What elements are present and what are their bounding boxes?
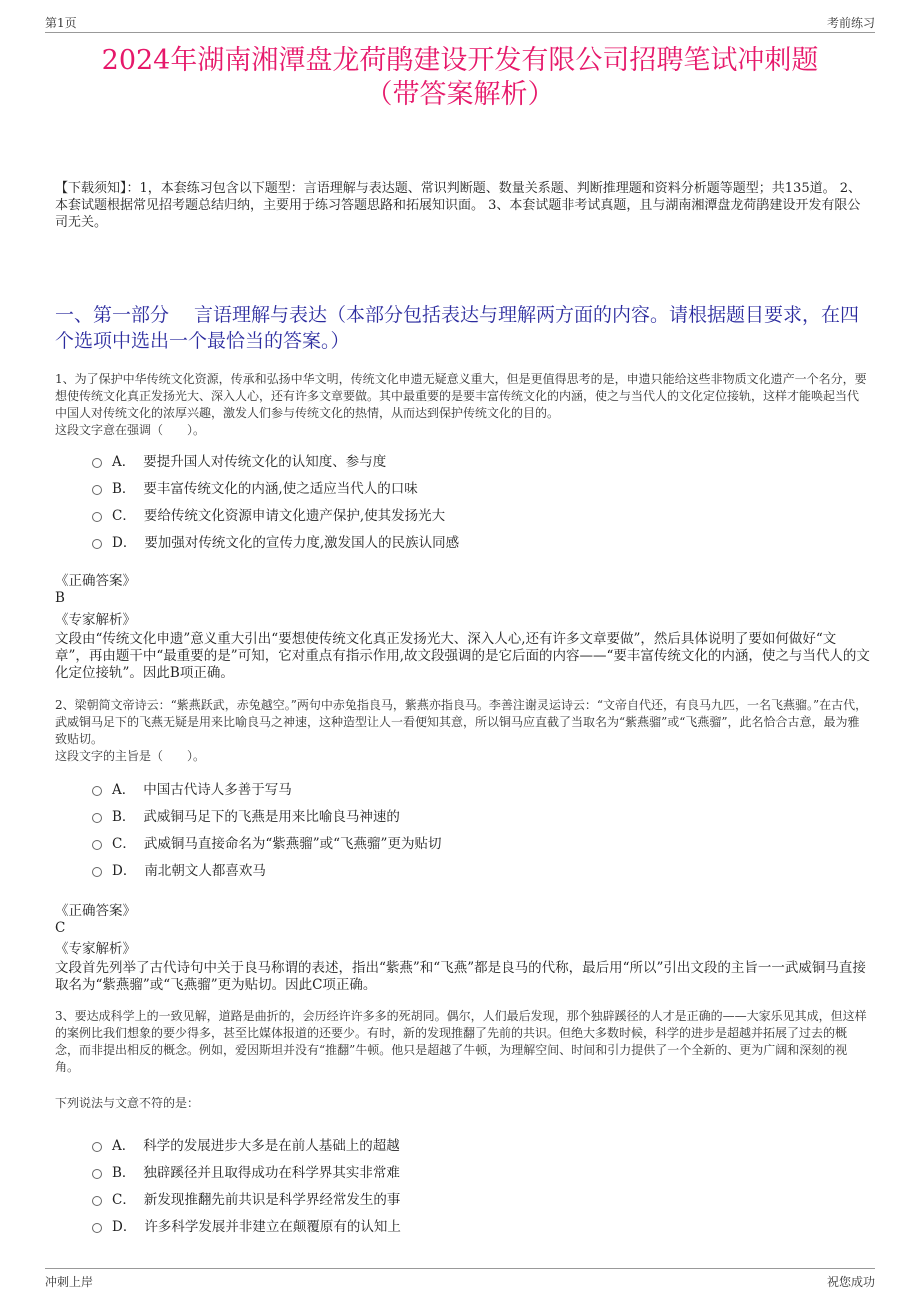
option-a[interactable]: A． 科学的发展进步大多是在前人基础上的超越 [92,1130,870,1157]
option-d[interactable]: D． 南北朝文人都喜欢马 [92,855,870,882]
page-footer [45,1268,875,1291]
radio-icon[interactable] [92,867,102,877]
radio-icon[interactable] [92,1169,102,1179]
option-b[interactable]: B． 要丰富传统文化的内涵,使之适应当代人的口味 [92,473,870,500]
option-d[interactable]: D． 许多科学发展并非建立在颠覆原有的认知上 [92,1211,870,1238]
radio-icon[interactable] [92,1142,102,1152]
radio-icon[interactable] [92,539,102,549]
answer-value: C [55,920,66,936]
option-b[interactable]: B． 独辟蹊径并且取得成功在科学界其实非常难 [92,1157,870,1184]
question-text: 1、为了保护中华传统文化资源，传承和弘扬中华文明，传统文化申遗无疑意义重大，但是更值得思考的是，申遗只能给这些非物质文化遗产一个名分，要想使传统文化真正发扬光大、深入人心，还有许多文章要做。其中最重要的是要丰富传统文化的内涵，使之与当代人的文化定位接轨，这样才能唤起当代中国人对传统文化的浓厚兴趣，激发人们参与传统文化的热情，从而达到保护传统文化的目的。 [55,372,867,420]
analysis-text: 文段首先列举了古代诗句中关于良马称谓的表述，指出“紫燕”和“飞燕”都是良马的代称，最后用“所以”引出文段的主旨一一武威铜马直接取名为“紫燕骝”或“飞燕骝”更为贴切。因此C项正确。 [55,960,866,993]
radio-icon[interactable] [92,512,102,522]
radio-icon[interactable] [92,813,102,823]
analysis-label: 《专家解析》 [55,612,136,628]
radio-icon[interactable] [92,786,102,796]
answer-label: 《正确答案》 [55,573,136,589]
analysis-text: 文段由“传统文化申遗”意义重大引出“要想使传统文化真正发扬光大、深入人心,还有许多文章要做”，然后具体说明了要如何做好“文章”，再由题干中“最重要的是”可知，它对重点有指示作用,故文段强调的是它后面的内容——“要丰富传统文化的内涵，使之与当代人的文化定位接轨”。因此B项正确。 [55,631,870,681]
question-prompt: 这段文字的主旨是（ ）。 [55,749,206,763]
question-3-options [92,1130,870,1238]
radio-icon[interactable] [92,840,102,850]
option-c[interactable]: C． 要给传统文化资源申请文化遗产保护,使其发扬光大 [92,500,870,527]
radio-icon[interactable] [92,1223,102,1233]
radio-icon[interactable] [92,1196,102,1206]
option-a[interactable]: A． 要提升国人对传统文化的认知度、参与度 [92,446,870,473]
question-prompt: 这段文字意在强调（ ）。 [55,423,206,437]
question-1-options [92,446,870,554]
question-2-options [92,774,870,882]
question-1 [55,371,870,439]
page-number: 第1页 [45,16,77,30]
option-b[interactable]: B． 武威铜马足下的飞燕是用来比喻良马神速的 [92,801,870,828]
option-d[interactable]: D． 要加强对传统文化的宣传力度,激发国人的民族认同感 [92,527,870,554]
question-2-answer [55,903,870,937]
page-title [40,44,880,112]
question-prompt: 下列说法与文意不符的是： [55,1096,200,1110]
question-3 [55,1008,870,1112]
radio-icon[interactable] [92,485,102,495]
question-text: 2、梁朝简文帝诗云：“紫燕跃武，赤兔越空。”两句中赤兔指良马，紫燕亦指良马。李善注谢灵运诗云：“文帝自代还，有良马九匹，一名飞燕骝。”在古代，武威铜马足下的飞燕无疑是用来比喻良马之神速，这种造型让人一看便知其意，所以铜马应直截了当取名为“紫燕骝”或“飞燕骝”，此名恰合古意，最为雅致贴切。 [55,698,868,746]
question-2-analysis [55,941,870,994]
option-c[interactable]: C． 武威铜马直接命名为“紫燕骝”或“飞燕骝”更为贴切 [92,828,870,855]
question-1-analysis [55,612,870,682]
section-heading: 一、第一部分 言语理解与表达（本部分包括表达与理解两方面的内容。请根据题目要求，在四个选项中选出一个最恰当的答案。） [55,304,860,352]
option-c[interactable]: C． 新发现推翻先前共识是科学界经常发生的事 [92,1184,870,1211]
title-line-1: 2024年湖南湘潭盘龙荷鹃建设开发有限公司招聘笔试冲刺题 [101,45,819,76]
question-2 [55,697,870,765]
radio-icon[interactable] [92,458,102,468]
question-1-answer [55,573,870,607]
question-text: 3、要达成科学上的一致见解，道路是曲折的，会历经许许多多的死胡同。偶尔，人们最后发现，那个独辟蹊径的人才是正确的——大家乐见其成，但这样的案例比我们想象的要少得多，甚至比媒体报道的还要少。有时，新的发现推翻了先前的共识。但绝大多数时候，科学的进步是超越并拓展了过去的概念，而非提出相反的概念。例如，爱因斯坦并没有“推翻”牛顿。他只是超越了牛顿，为理解空间、时间和引力提供了一个全新的、更为广阔和深刻的视角。 [55,1009,867,1074]
download-notice: 【下载须知】：1，本套练习包含以下题型：言语理解与表达题、常识判断题、数量关系题、判断推理题和资料分析题等题型；共135道。 2、本套试题根据常见招考题总结归纳，主要用于练习答题思路和拓展知识面。 3、本套试题非考试真题，且与湖南湘潭盘龙荷鹃建设开发有限公司无关。 [55,181,861,230]
footer-left: 冲刺上岸 [45,1275,94,1289]
footer-right: 祝您成功 [826,1275,875,1289]
header-tag: 考前练习 [826,16,875,30]
analysis-label: 《专家解析》 [55,941,136,957]
answer-value: B [55,590,65,606]
option-a[interactable]: A． 中国古代诗人多善于写马 [92,774,870,801]
page-header [45,12,875,33]
title-line-2: （带答案解析） [365,79,555,110]
answer-label: 《正确答案》 [55,903,136,919]
